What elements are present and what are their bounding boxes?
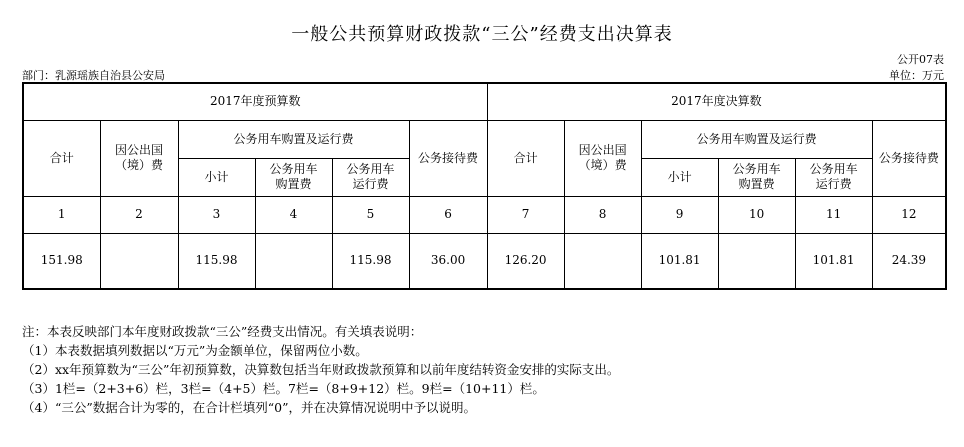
col-number: 2: [100, 196, 178, 233]
budget-reception-header: 公务接待费: [409, 120, 487, 196]
budget-purchase-header: 公务用车 购置费: [255, 158, 332, 196]
budget-header: 2017年度预算数: [23, 83, 487, 120]
note-line: （2）xx年预算数为“三公”年初预算数，决算数包括当年财政拨款预算和以前年度结转资金安排的实际支出。: [22, 362, 620, 377]
value-cell: [100, 233, 178, 289]
col-number: 7: [487, 196, 564, 233]
value-cell: 115.98: [332, 233, 409, 289]
col-number: 9: [641, 196, 718, 233]
col-number: 3: [178, 196, 255, 233]
final-subtotal-header: 小计: [641, 158, 718, 196]
note-line: 注：本表反映部门本年度财政拨款“三公”经费支出情况。有关填表说明：: [22, 324, 423, 339]
value-cell: 126.20: [487, 233, 564, 289]
final-reception-header: 公务接待费: [872, 120, 946, 196]
budget-subtotal-header: 小计: [178, 158, 255, 196]
value-cell: 115.98: [178, 233, 255, 289]
budget-operation-header: 公务用车 运行费: [332, 158, 409, 196]
final-header: 2017年度决算数: [487, 83, 946, 120]
column-number-row: [23, 196, 946, 233]
note-line: （4）“三公”数据合计为零的，在合计栏填列“0”，并在决算情况说明中予以说明。: [22, 400, 476, 415]
budget-total-header: 合计: [23, 120, 100, 196]
col-number: 5: [332, 196, 409, 233]
unit-label: 单位：万元: [889, 69, 944, 82]
col-number: 11: [795, 196, 872, 233]
budget-abroad-header: 因公出国 （境）费: [100, 120, 178, 196]
expense-table: [22, 82, 947, 290]
col-number: 10: [718, 196, 795, 233]
note-line: （3）1栏=（2+3+6）栏，3栏=（4+5）栏。7栏=（8+9+12）栏。9栏=（10+11）栏。: [22, 381, 545, 396]
value-cell: 36.00: [409, 233, 487, 289]
final-vehicle-header: 公务用车购置及运行费: [641, 120, 872, 158]
budget-vehicle-header: 公务用车购置及运行费: [178, 120, 409, 158]
form-number: 公开07表: [897, 53, 944, 66]
value-row: [23, 233, 946, 289]
final-purchase-header: 公务用车 购置费: [718, 158, 795, 196]
page-title: 一般公共预算财政拨款“三公”经费支出决算表: [291, 24, 673, 45]
col-number: 12: [872, 196, 946, 233]
value-cell: 24.39: [872, 233, 946, 289]
value-cell: [564, 233, 641, 289]
final-total-header: 合计: [487, 120, 564, 196]
final-operation-header: 公务用车 运行费: [795, 158, 872, 196]
note-line: （1）本表数据填列数据以“万元”为金额单位，保留两位小数。: [22, 343, 368, 358]
value-cell: 101.81: [795, 233, 872, 289]
final-abroad-header: 因公出国 （境）费: [564, 120, 641, 196]
value-cell: 101.81: [641, 233, 718, 289]
col-number: 8: [564, 196, 641, 233]
value-cell: [718, 233, 795, 289]
col-number: 4: [255, 196, 332, 233]
notes-section: [22, 322, 619, 417]
col-number: 6: [409, 196, 487, 233]
department-label: 部门：乳源瑶族自治县公安局: [22, 69, 165, 82]
value-cell: [255, 233, 332, 289]
col-number: 1: [23, 196, 100, 233]
value-cell: 151.98: [23, 233, 100, 289]
